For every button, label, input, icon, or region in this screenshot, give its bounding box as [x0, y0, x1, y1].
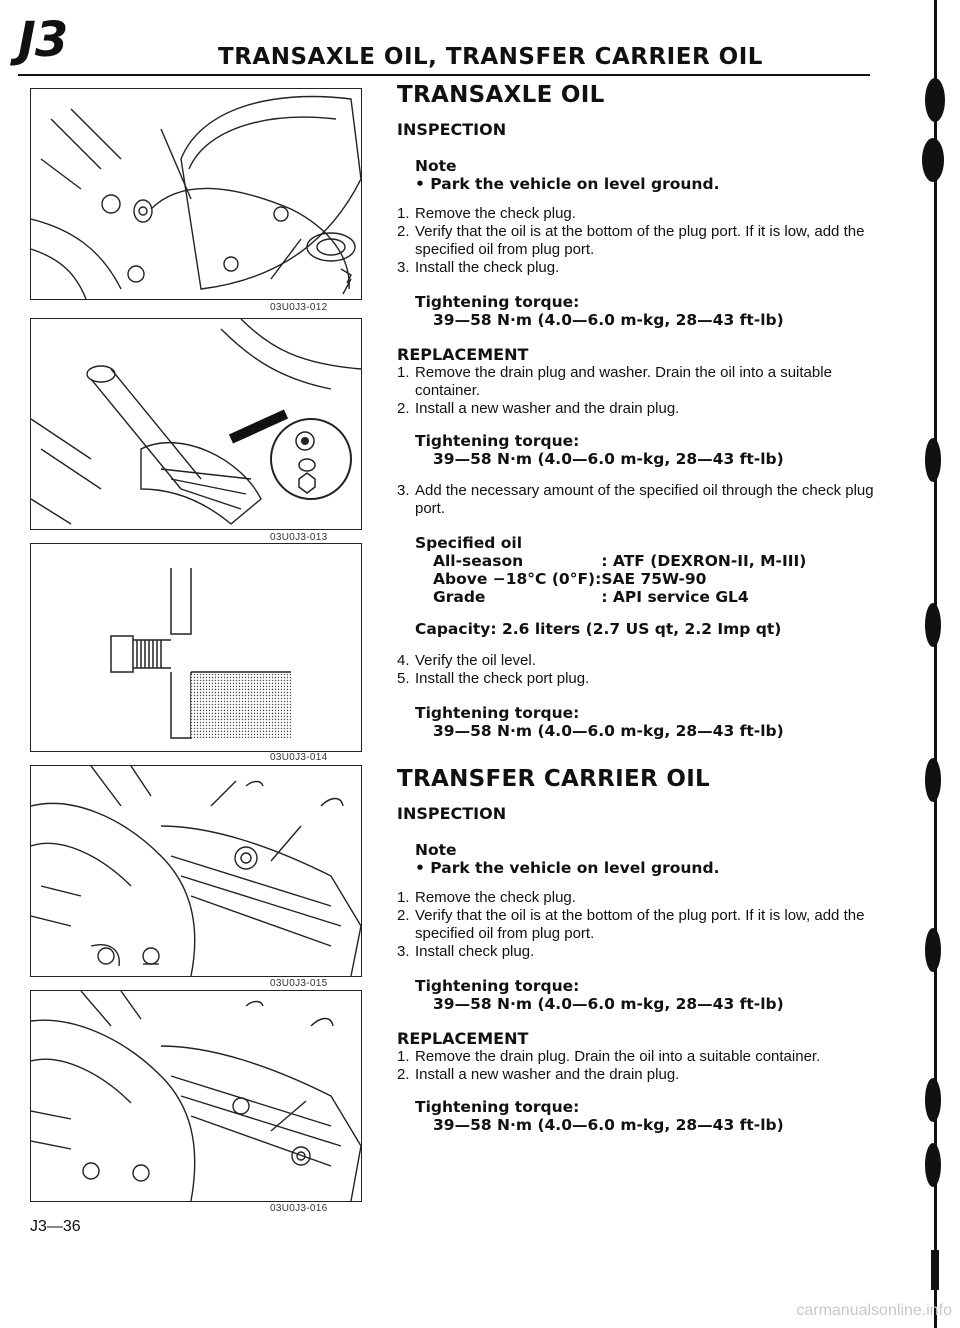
- page-number: J3—36: [30, 1218, 81, 1235]
- step-item: 3. Install check plug.: [397, 943, 535, 960]
- binding-spine: [915, 0, 960, 1328]
- transaxle-inspection-steps: [397, 205, 897, 277]
- content-column: [397, 82, 897, 1134]
- step-item: 1. Remove the check plug.: [397, 889, 576, 906]
- transaxle-replacement-heading: REPLACEMENT: [397, 345, 529, 364]
- torque-spec: Tightening torque: 39—58 N·m (4.0—6.0 m-kg, 28—43 ft-lb): [415, 977, 784, 1013]
- transfer-heading: TRANSFER CARRIER OIL: [397, 766, 711, 792]
- transaxle-illustration: [31, 89, 361, 299]
- torque-spec: Tightening torque: 39—58 N·m (4.0—6.0 m-kg, 28—43 ft-lb): [415, 1098, 784, 1134]
- figure-oil-level-diagram: [30, 543, 362, 752]
- spec-row: Grade : API service GL4: [433, 588, 749, 606]
- figure-code: 03U0J3-014: [270, 752, 328, 763]
- spec-row: Above −18°C (0°F): SAE 75W-90: [433, 570, 707, 588]
- plug-detail: [271, 419, 351, 499]
- header-rule: [18, 74, 870, 76]
- oil-level-illustration: [31, 544, 361, 751]
- note-label: Note: [415, 157, 457, 175]
- step-item: 1. Remove the drain plug. Drain the oil into a suitable container.: [397, 1048, 821, 1065]
- step-item: 2. Install a new washer and the drain plug.: [397, 400, 680, 417]
- drain-plug-illustration: [31, 319, 361, 529]
- transfer-drain-illustration: [31, 991, 361, 1201]
- note-label: Note: [415, 841, 457, 859]
- transaxle-inspection-heading: INSPECTION: [397, 120, 507, 139]
- section-code: J3: [18, 12, 68, 68]
- transaxle-note: [397, 157, 897, 193]
- figure-transfer-check-plug: [30, 765, 362, 977]
- capacity: Capacity: 2.6 liters (2.7 US qt, 2.2 Imp qt): [415, 620, 782, 638]
- figure-code: 03U0J3-015: [270, 978, 328, 989]
- figure-code: 03U0J3-013: [270, 532, 328, 543]
- torque-spec: Tightening torque: 39—58 N·m (4.0—6.0 m-kg, 28—43 ft-lb): [415, 432, 784, 468]
- spec-row: All-season : ATF (DEXRON-II, M-III): [433, 552, 807, 570]
- page-header: [18, 12, 870, 74]
- figure-transaxle-drain-plug: [30, 318, 362, 530]
- transfer-inspection-heading: INSPECTION: [397, 804, 507, 823]
- transfer-note: [397, 841, 897, 877]
- step-item: 2. Verify that the oil is at the bottom of the plug port. If it is low, add the specified oil from plug port.: [397, 907, 865, 942]
- step-item: 1. Remove the drain plug and washer. Drain the oil into a suitable container.: [397, 364, 832, 399]
- transfer-inspection-steps: [397, 889, 897, 961]
- step-item: 3. Add the necessary amount of the specified oil through the check plug port.: [397, 482, 874, 517]
- page-title: TRANSAXLE OIL, TRANSFER CARRIER OIL: [218, 44, 763, 70]
- specified-oil: Specified oil All-season : ATF (DEXRON-II, M-III) Above −18°C (0°F): SAE 75W-90 Grade : API service GL4 Capacity: 2.6 liters (2.7 US qt, 2.2 Imp qt): [397, 534, 897, 638]
- transfer-illustration: [31, 766, 361, 976]
- transaxle-heading: TRANSAXLE OIL: [397, 82, 605, 108]
- torque-spec: Tightening torque: 39—58 N·m (4.0—6.0 m-kg, 28—43 ft-lb): [415, 704, 784, 740]
- figure-transaxle-check-plug: [30, 88, 362, 300]
- figure-code: 03U0J3-016: [270, 1203, 328, 1214]
- transaxle-replacement-steps-2: [397, 652, 897, 688]
- specified-oil-table: [433, 552, 806, 606]
- transfer-replacement-steps: [397, 1048, 897, 1084]
- step-item: 1. Remove the check plug.: [397, 205, 576, 222]
- note-bullet: • Park the vehicle on level ground.: [415, 859, 720, 877]
- step-item: 2. Install a new washer and the drain plug.: [397, 1066, 680, 1083]
- step-item: 4. Verify the oil level.: [397, 652, 536, 669]
- step-item: 2. Verify that the oil is at the bottom of the plug port. If it is low, add the specified oil from plug port.: [397, 223, 865, 258]
- note-bullet: • Park the vehicle on level ground.: [415, 175, 720, 193]
- transaxle-replacement-steps: [397, 364, 897, 418]
- step-item: 3. Install the check plug.: [397, 259, 560, 276]
- transfer-replacement-heading: REPLACEMENT: [397, 1029, 529, 1048]
- watermark: carmanualsonline.info: [796, 1302, 952, 1319]
- torque-spec: Tightening torque: 39—58 N·m (4.0—6.0 m-kg, 28—43 ft-lb): [415, 293, 784, 329]
- step-item: 5. Install the check port plug.: [397, 670, 590, 687]
- figure-code: 03U0J3-012: [270, 302, 328, 313]
- figure-transfer-drain-plug: [30, 990, 362, 1202]
